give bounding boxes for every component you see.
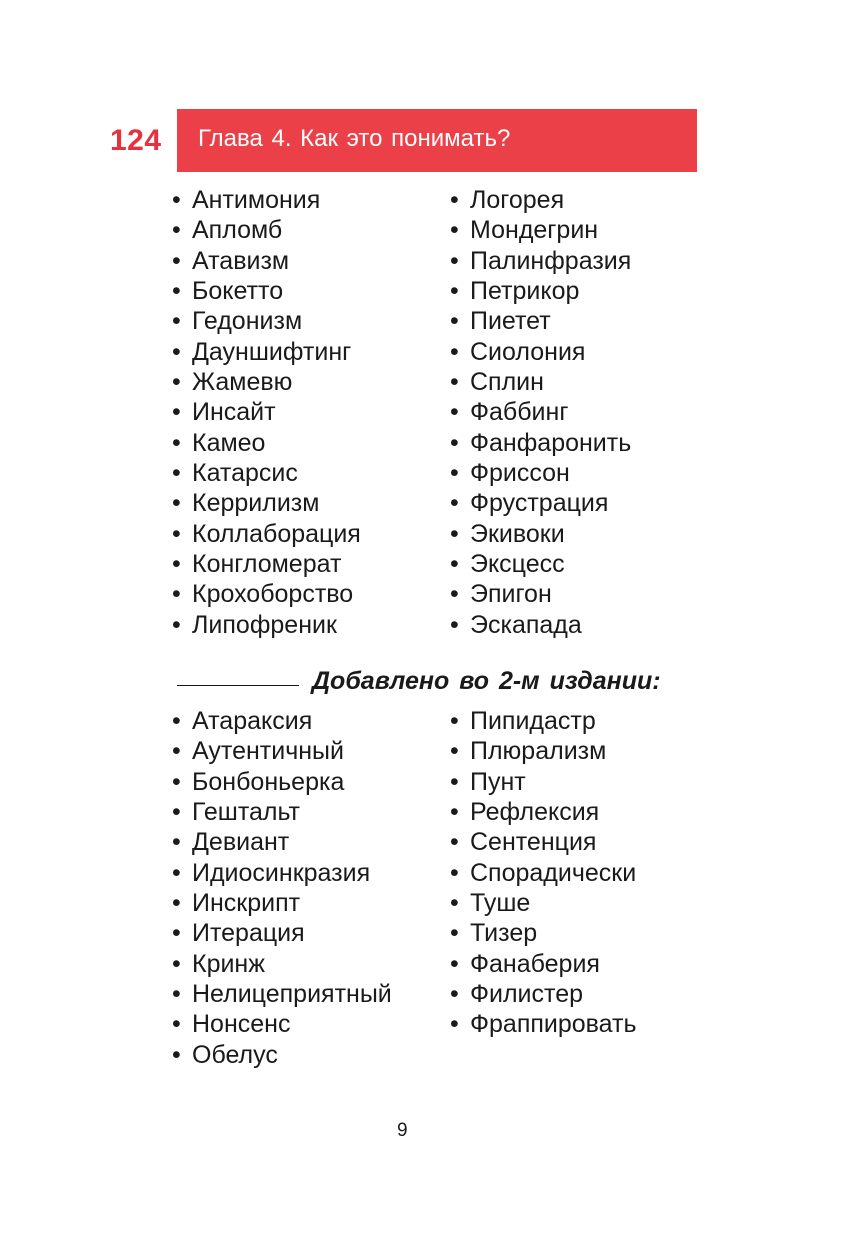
term-text: Итерация — [192, 919, 305, 948]
list-item — [450, 1009, 637, 1039]
list-item — [450, 185, 631, 215]
list-item — [450, 797, 637, 827]
bullet-icon: • — [172, 307, 181, 336]
list-item — [172, 888, 392, 918]
bullet-icon: • — [172, 737, 181, 766]
list-item — [172, 488, 361, 518]
term-text: Туше — [470, 889, 531, 918]
list-item — [172, 1009, 392, 1039]
section-heading: Добавлено во 2-м издании: — [312, 667, 661, 695]
bullet-icon: • — [172, 610, 181, 639]
term-text: Петрикор — [470, 277, 580, 306]
term-text: Инсайт — [192, 398, 276, 427]
list-item — [172, 428, 361, 458]
term-text: Катарсис — [192, 459, 298, 488]
term-text: Пиетет — [470, 307, 551, 336]
term-text: Логорея — [470, 186, 565, 214]
term-text: Кринж — [192, 949, 265, 978]
bullet-icon: • — [172, 707, 181, 735]
bullet-icon: • — [450, 550, 459, 579]
list-item — [172, 949, 392, 979]
bullet-icon: • — [450, 798, 459, 827]
bullet-icon: • — [172, 767, 181, 796]
list-item — [172, 797, 392, 827]
added-term-list-right — [450, 706, 637, 1040]
bullet-icon: • — [172, 1040, 181, 1069]
term-text: Экивоки — [470, 519, 565, 548]
bullet-icon: • — [172, 519, 181, 548]
bullet-icon: • — [450, 828, 459, 857]
list-item — [172, 1040, 392, 1070]
bullet-icon: • — [450, 737, 459, 766]
bullet-icon: • — [172, 1010, 181, 1039]
list-item — [172, 276, 361, 306]
bullet-icon: • — [172, 216, 181, 245]
list-item — [172, 215, 361, 245]
term-text: Эксцесс — [470, 550, 565, 579]
bullet-icon: • — [172, 337, 181, 366]
term-text: Нонсенс — [192, 1010, 291, 1039]
term-text: Антимония — [192, 186, 321, 214]
bullet-icon: • — [172, 368, 181, 397]
term-text: Девиант — [192, 828, 290, 857]
bullet-icon: • — [172, 550, 181, 579]
chapter-banner — [177, 109, 697, 172]
list-item — [450, 397, 631, 427]
bullet-icon: • — [450, 368, 459, 397]
term-text: Нелицеприятный — [192, 980, 392, 1009]
list-item — [172, 918, 392, 948]
list-item — [450, 246, 631, 276]
bullet-icon: • — [450, 949, 459, 978]
list-item — [172, 979, 392, 1009]
term-text: Гештальт — [192, 798, 301, 827]
list-item — [450, 367, 631, 397]
bullet-icon: • — [450, 919, 459, 948]
chapter-page-number: 124 — [110, 124, 162, 157]
term-text: Камео — [192, 428, 266, 457]
term-text: Сиолония — [470, 337, 586, 366]
bullet-icon: • — [450, 307, 459, 336]
section-divider — [177, 685, 299, 686]
bullet-icon: • — [450, 980, 459, 1009]
list-item — [172, 397, 361, 427]
bullet-icon: • — [450, 428, 459, 457]
list-item — [172, 549, 361, 579]
term-text: Жамевю — [192, 368, 293, 397]
term-text: Липофреник — [192, 610, 337, 639]
bullet-icon: • — [450, 767, 459, 796]
bullet-icon: • — [172, 428, 181, 457]
list-item — [172, 736, 392, 766]
bullet-icon: • — [172, 580, 181, 609]
term-list-left — [172, 185, 361, 640]
list-item — [450, 549, 631, 579]
list-item — [450, 215, 631, 245]
list-item — [450, 488, 631, 518]
list-item — [172, 246, 361, 276]
list-item — [172, 610, 361, 640]
term-text: Идиосинкразия — [192, 858, 371, 887]
list-item — [172, 858, 392, 888]
bullet-icon: • — [450, 398, 459, 427]
list-item — [450, 337, 631, 367]
term-text: Атавизм — [192, 246, 290, 275]
term-text: Бонбоньерка — [192, 767, 345, 796]
bullet-icon: • — [172, 980, 181, 1009]
term-text: Пунт — [470, 767, 526, 796]
term-text: Инскрипт — [192, 889, 301, 918]
bullet-icon: • — [450, 216, 459, 245]
list-item — [172, 185, 361, 215]
term-text: Сентенция — [470, 828, 597, 857]
list-item — [450, 827, 637, 857]
bullet-icon: • — [450, 889, 459, 918]
bullet-icon: • — [450, 186, 459, 214]
list-item — [450, 579, 631, 609]
list-item — [450, 306, 631, 336]
bullet-icon: • — [172, 398, 181, 427]
bullet-icon: • — [172, 277, 181, 306]
bullet-icon: • — [450, 489, 459, 518]
bullet-icon: • — [172, 889, 181, 918]
bullet-icon: • — [450, 707, 459, 735]
term-text: Дауншифтинг — [192, 337, 352, 366]
bullet-icon: • — [450, 246, 459, 275]
bullet-icon: • — [172, 246, 181, 275]
bullet-icon: • — [450, 1010, 459, 1039]
term-text: Фрустрация — [470, 489, 609, 518]
list-item — [450, 767, 637, 797]
term-text: Керрилизм — [192, 489, 320, 518]
term-text: Пипидастр — [470, 707, 596, 735]
list-item — [172, 827, 392, 857]
list-item — [172, 767, 392, 797]
term-text: Рефлексия — [470, 798, 600, 827]
term-text: Аутентичный — [192, 737, 344, 766]
bullet-icon: • — [450, 580, 459, 609]
added-term-list-left — [172, 706, 392, 1070]
bullet-icon: • — [172, 798, 181, 827]
term-text: Обелус — [192, 1040, 278, 1069]
bullet-icon: • — [172, 186, 181, 214]
list-item — [450, 428, 631, 458]
list-item — [172, 306, 361, 336]
term-text: Фриссон — [470, 459, 570, 488]
term-text: Палинфразия — [470, 246, 632, 275]
term-text: Гедонизм — [192, 307, 303, 336]
bullet-icon: • — [450, 519, 459, 548]
list-item — [450, 706, 637, 736]
term-text: Сплин — [470, 368, 544, 397]
bullet-icon: • — [450, 277, 459, 306]
bullet-icon: • — [172, 489, 181, 518]
list-item — [450, 858, 637, 888]
list-item — [172, 706, 392, 736]
list-item — [450, 736, 637, 766]
chapter-title: Глава 4. Как это понимать? — [198, 125, 511, 152]
term-text: Фраппировать — [470, 1010, 637, 1039]
bullet-icon: • — [172, 828, 181, 857]
list-item — [450, 888, 637, 918]
bullet-icon: • — [172, 459, 181, 488]
list-item — [172, 367, 361, 397]
term-text: Эскапада — [470, 610, 582, 639]
list-item — [172, 519, 361, 549]
term-text: Спорадически — [470, 858, 637, 887]
bullet-icon: • — [172, 858, 181, 887]
list-item — [172, 458, 361, 488]
term-text: Эпигон — [470, 580, 552, 609]
term-text: Плюрализм — [470, 737, 607, 766]
bullet-icon: • — [450, 337, 459, 366]
list-item — [450, 610, 631, 640]
list-item — [450, 519, 631, 549]
list-item — [450, 979, 637, 1009]
list-item — [450, 918, 637, 948]
bullet-icon: • — [450, 610, 459, 639]
term-text: Филистер — [470, 980, 584, 1009]
term-text: Бокетто — [192, 277, 284, 306]
term-text: Конгломерат — [192, 550, 342, 579]
list-item — [450, 458, 631, 488]
list-item — [172, 579, 361, 609]
list-item — [450, 949, 637, 979]
bullet-icon: • — [172, 949, 181, 978]
term-text: Фанаберия — [470, 949, 600, 978]
term-text: Апломб — [192, 216, 283, 245]
page-footer-number: 9 — [397, 1120, 408, 1141]
list-item — [450, 276, 631, 306]
bullet-icon: • — [450, 858, 459, 887]
term-text: Тизер — [470, 919, 538, 948]
term-text: Фаббинг — [470, 398, 569, 427]
term-text: Крохоборство — [192, 580, 354, 609]
term-text: Коллаборация — [192, 519, 361, 548]
list-item — [172, 337, 361, 367]
term-text: Мондегрин — [470, 216, 599, 245]
term-text: Атараксия — [192, 707, 313, 735]
term-list-right — [450, 185, 631, 640]
bullet-icon: • — [172, 919, 181, 948]
bullet-icon: • — [450, 459, 459, 488]
term-text: Фанфаронить — [470, 428, 632, 457]
